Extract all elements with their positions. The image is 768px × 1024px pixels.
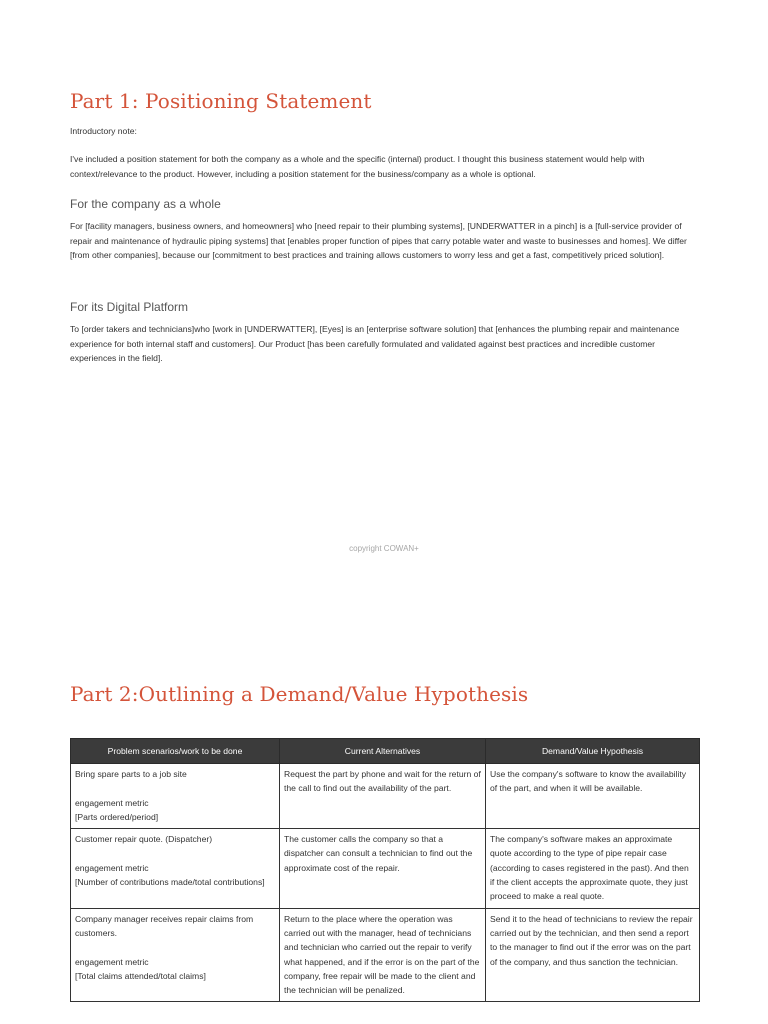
- metric-label: engagement metric: [75, 797, 149, 808]
- alternatives-cell: Request the part by phone and wait for the return of the call to find out the availability of the part.: [280, 764, 486, 829]
- table-row: [71, 908, 700, 1002]
- hypothesis-cell: The company's software makes an approximate quote according to the type of pipe repair case (according to cases registered in the past). And then if the client accepts the approximate quote, they just proceed to make a real quote.: [486, 829, 700, 908]
- table-row: [71, 829, 700, 908]
- metric-label: engagement metric: [75, 956, 149, 967]
- hypothesis-cell: Use the company's software to know the availability of the part, and when it will be available.: [486, 764, 700, 829]
- scenario-text: Bring spare parts to a job site: [75, 769, 187, 779]
- metric-value: [Number of contributions made/total contributions]: [75, 877, 265, 888]
- part1-title: Part 1: Positioning Statement: [70, 89, 372, 113]
- metric-label: engagement metric: [75, 862, 149, 873]
- company-positioning-paragraph: For [facility managers, business owners, and homeowners] who [need repair to their plumbing systems], [UNDERWATTER in a pinch] is a [full-service provider of repair and maintenance of hydraulic piping systems] that [enables proper function of pipes that carry potable water and waste to businesses and homes]. We differ [from other companies], because our [commitment to best practices and training allows customers to worry less and get a fast, competitively priced solution].: [70, 221, 687, 261]
- demand-value-table: [70, 738, 700, 1002]
- scenario-cell: [71, 764, 280, 829]
- alternatives-cell: Return to the place where the operation was carried out with the manager, head of technicians and technician who carried out the repair to verify what happened, and if the error is on the part of the company, free repair will be made to the client and the technician will be penalized.: [280, 908, 486, 1002]
- hypothesis-cell: Send it to the head of technicians to review the repair carried out by the technician, and then send a report to the manager to find out if the error was on the part of the company, and thus sanction the technician.: [486, 908, 700, 1002]
- column-header-current-alternatives: Current Alternatives: [280, 739, 486, 764]
- alternatives-cell: The customer calls the company so that a dispatcher can consult a technician to find out the approximate cost of the repair.: [280, 829, 486, 908]
- metric-value: [Parts ordered/period]: [75, 811, 159, 822]
- scenario-text: Customer repair quote. (Dispatcher): [75, 834, 213, 845]
- intro-paragraph: I've included a position statement for both the company as a whole and the specific (internal) product. I thought this business statement would help with context/relevance to the product. However, including a position statement for the business/company as a whole is optional.: [70, 154, 645, 179]
- table-header-row: [71, 739, 700, 764]
- part2-title: Part 2:Outlining a Demand/Value Hypothesis: [70, 682, 529, 706]
- table-row: [71, 764, 700, 829]
- intro-label: Introductory note:: [70, 126, 137, 136]
- platform-heading: For its Digital Platform: [70, 300, 189, 314]
- scenario-cell: [71, 829, 280, 908]
- scenario-cell: [71, 908, 280, 1002]
- scenario-text: Company manager receives repair claims from customers.: [75, 913, 254, 938]
- company-heading: For the company as a whole: [70, 197, 221, 211]
- column-header-problem-scenarios: Problem scenarios/work to be done: [71, 739, 280, 764]
- platform-positioning-paragraph: To [order takers and technicians]who [work in [UNDERWATTER], [Eyes] is an [enterprise software solution] that [enhances the plumbing repair and maintenance experience for both internal staff and customers]. Our Product [has been carefully formulated and validated against best practices and incredible customer experiences in the field].: [70, 324, 680, 364]
- column-header-demand-value-hypothesis: Demand/Value Hypothesis: [486, 739, 700, 764]
- metric-value: [Total claims attended/total claims]: [75, 970, 206, 981]
- copyright-footer: copyright COWAN+: [349, 544, 419, 553]
